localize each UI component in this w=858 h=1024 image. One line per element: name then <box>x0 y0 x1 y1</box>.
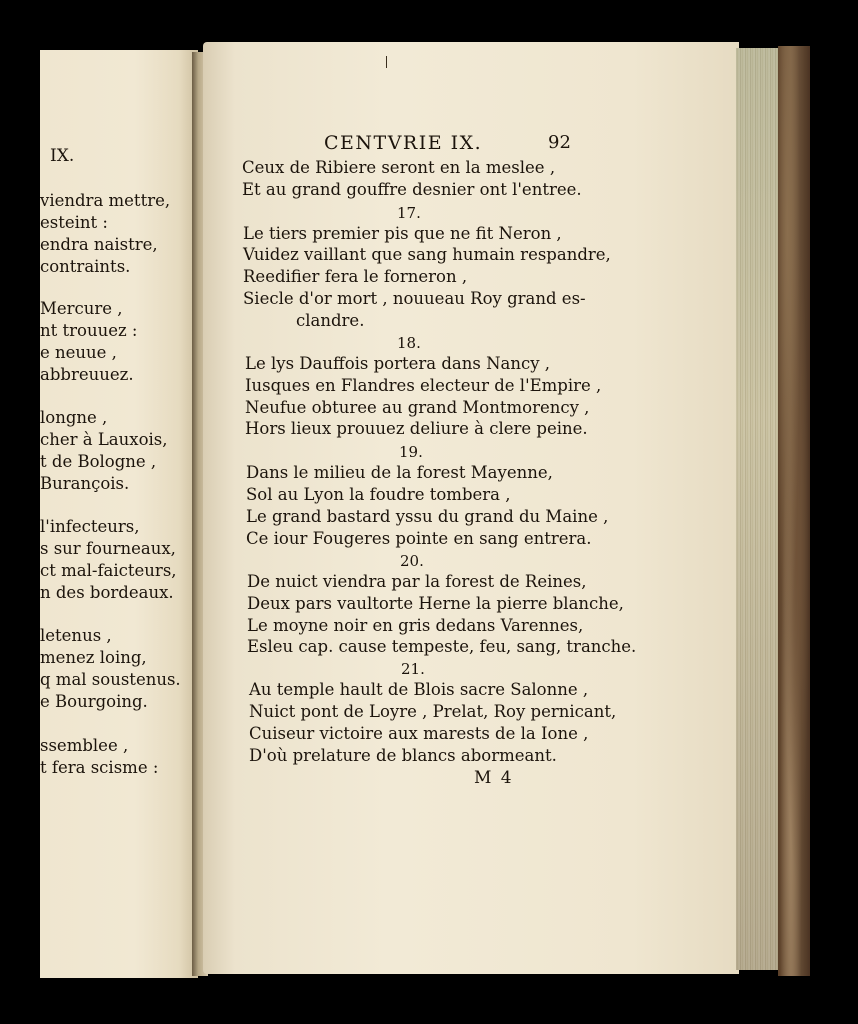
verse-line: Au temple hault de Blois sacre Salonne , <box>249 680 589 699</box>
verse-line: Ceux de Ribiere seront en la meslee , <box>242 158 556 177</box>
page-edges-shade <box>736 48 780 970</box>
marbled-cover <box>778 46 810 976</box>
left-page-header: IX. <box>50 146 75 166</box>
left-page <box>40 50 198 978</box>
verse-line: D'où prelature de blancs abormeant. <box>249 746 557 765</box>
left-line: viendra mettre, <box>40 191 171 210</box>
verse-line: Nuict pont de Loyre , Prelat, Roy pernicant, <box>249 702 617 721</box>
left-line: t fera scisme : <box>40 758 159 777</box>
left-line: l'infecteurs, <box>40 517 140 536</box>
verse-line: Deux pars vaultorte Herne la pierre blanche, <box>247 594 624 613</box>
verse-line: Reedifier fera le forneron , <box>243 267 468 286</box>
running-title: CENTVRIE IX. <box>324 132 483 154</box>
verse-line: Dans le milieu de la forest Mayenne, <box>246 463 553 482</box>
left-line: abbreuuez. <box>40 365 134 384</box>
left-line: s sur fourneaux, <box>40 539 176 558</box>
verse-line: Esleu cap. cause tempeste, feu, sang, tranche. <box>247 637 637 656</box>
verse-line: Sol au Lyon la foudre tombera , <box>246 485 511 504</box>
verse-line: Le grand bastard yssu du grand du Maine , <box>246 507 609 526</box>
page-number: 92 <box>548 132 571 153</box>
verse-line: Le moyne noir en gris dedans Varennes, <box>247 616 584 635</box>
left-line: Burançois. <box>40 474 130 493</box>
left-line: cher à Lauxois, <box>40 430 168 449</box>
left-line: esteint : <box>40 213 108 232</box>
left-line: t de Bologne , <box>40 452 157 471</box>
verse-line: Ce iour Fougeres pointe en sang entrera. <box>246 529 592 548</box>
left-line: contraints. <box>40 257 131 276</box>
left-line: n des bordeaux. <box>40 583 174 602</box>
verse-line: Siecle d'or mort , nouueau Roy grand es- <box>243 289 586 308</box>
left-line: menez loing, <box>40 648 147 667</box>
left-line: endra naistre, <box>40 235 158 254</box>
left-line: e Bourgoing. <box>40 692 148 711</box>
verse-line: Hors lieux prouuez deliure à clere peine. <box>245 419 588 438</box>
left-line: e neuue , <box>40 343 117 362</box>
quatrain-number: 21. <box>401 660 425 678</box>
verse-line: Cuiseur victoire aux marests de la Ione , <box>249 724 589 743</box>
verse-line: Vuidez vaillant que sang humain respandre, <box>243 245 611 264</box>
left-line: nt trouuez : <box>40 321 138 340</box>
verse-line: Iusques en Flandres electeur de l'Empire , <box>245 376 602 395</box>
left-line: ct mal-faicteurs, <box>40 561 177 580</box>
verse-line: Le lys Dauffois portera dans Nancy , <box>245 354 551 373</box>
left-line: q mal soustenus. <box>40 670 181 689</box>
quatrain-number: 19. <box>399 443 423 461</box>
quatrain-number: 20. <box>400 552 424 570</box>
signature-mark: M 4 <box>474 768 514 788</box>
page-mark <box>386 56 387 68</box>
left-line: ssemblee , <box>40 736 129 755</box>
left-line: Mercure , <box>40 299 123 318</box>
verse-line: Et au grand gouffre desnier ont l'entree. <box>242 180 582 199</box>
quatrain-number: 17. <box>397 204 421 222</box>
verse-line: Le tiers premier pis que ne fit Neron , <box>243 224 562 243</box>
verse-line: clandre. <box>296 311 365 330</box>
left-line: letenus , <box>40 626 112 645</box>
verse-line: De nuict viendra par la forest de Reines, <box>247 572 587 591</box>
left-line: longne , <box>40 408 108 427</box>
verse-line: Neufue obturee au grand Montmorency , <box>245 398 590 417</box>
quatrain-number: 18. <box>397 334 421 352</box>
